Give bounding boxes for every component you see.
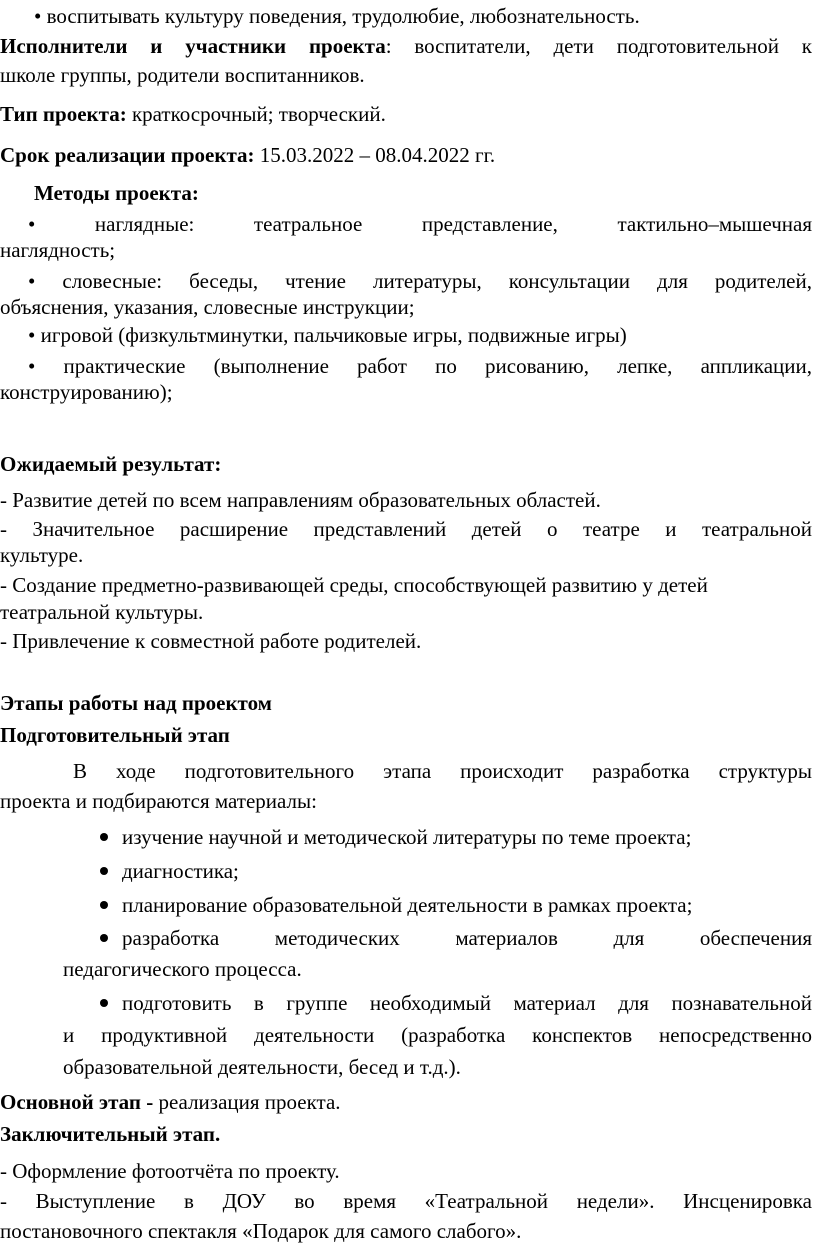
intro-bullet: • воспитывать культуру поведения, трудолюбие, любознательность. xyxy=(34,4,640,28)
result-heading: Ожидаемый результат: xyxy=(0,452,222,476)
method-item-1: • наглядные: театральное представление, тактильно–мышечная xyxy=(28,212,812,236)
prep-item-2: диагностика; xyxy=(100,858,239,884)
result-line-3: культуре. xyxy=(0,543,84,567)
project-term-label: Срок реализации проекта: xyxy=(0,143,255,167)
prep-intro-line-1: В ходе подготовительного этапа происходит разработка структуры xyxy=(73,759,812,783)
method-item-4-cont: конструированию); xyxy=(0,380,173,404)
participants-text: : воспитатели, дети подготовительной к xyxy=(385,34,812,58)
bullet-icon xyxy=(100,901,108,909)
stages-heading: Этапы работы над проектом xyxy=(0,691,272,715)
main-stage xyxy=(0,1089,341,1115)
project-type xyxy=(0,101,386,127)
final-line-1: - Оформление фотоотчёта по проекту. xyxy=(0,1159,340,1183)
prep-stage-heading: Подготовительный этап xyxy=(0,723,230,747)
prep-item-5-cont-2: образовательной деятельности, бесед и т.д.). xyxy=(63,1055,461,1079)
result-line-2: - Значительное расширение представлений детей о театре и театральной xyxy=(0,517,812,541)
prep-item-5: подготовить в группе необходимый материал для познавательной xyxy=(100,990,812,1016)
participants-label: Исполнители и участники проекта xyxy=(0,34,386,58)
bullet-icon xyxy=(100,934,108,942)
main-stage-label: Основной этап - xyxy=(0,1090,154,1114)
prep-item-5-cont-1: и продуктивной деятельности (разработка конспектов непосредственно xyxy=(63,1023,812,1047)
participants-text-2: школе группы, родители воспитанников. xyxy=(0,63,365,87)
prep-item-1: изучение научной и методической литературы по теме проекта; xyxy=(100,824,691,850)
prep-item-3: планирование образовательной деятельности в рамках проекта; xyxy=(100,892,692,918)
final-line-2: - Выступление в ДОУ во время «Театральной недели». Инсценировка xyxy=(0,1189,812,1213)
project-type-label: Тип проекта: xyxy=(0,102,127,126)
result-line-4: - Создание предметно-развивающей среды, способствующей развитию у детей xyxy=(0,573,708,597)
bullet-icon xyxy=(100,867,108,875)
method-item-4: • практические (выполнение работ по рисованию, лепке, аппликации, xyxy=(28,354,812,378)
method-item-2-cont: объяснения, указания, словесные инструкции; xyxy=(0,295,415,319)
result-line-6: - Привлечение к совместной работе родителей. xyxy=(0,629,422,653)
prep-intro-line-2: проекта и подбираются материалы: xyxy=(0,789,317,813)
method-item-2: • словесные: беседы, чтение литературы, консультации для родителей, xyxy=(28,269,812,293)
prep-item-4: разработка методических материалов для обеспечения xyxy=(100,925,812,951)
bullet-icon xyxy=(100,999,108,1007)
final-stage-heading: Заключительный этап. xyxy=(0,1122,221,1146)
project-type-value: краткосрочный; творческий. xyxy=(126,102,386,126)
project-term xyxy=(0,142,495,168)
result-line-1: - Развитие детей по всем направлениям образовательных областей. xyxy=(0,488,601,512)
method-item-3: • игровой (физкультминутки, пальчиковые игры, подвижные игры) xyxy=(28,323,627,347)
methods-heading: Методы проекта: xyxy=(34,181,199,205)
method-item-1-cont: наглядность; xyxy=(0,238,116,262)
participants-line xyxy=(0,33,812,59)
bullet-icon xyxy=(100,833,108,841)
project-term-value: 15.03.2022 – 08.04.2022 гг. xyxy=(254,143,496,167)
result-line-5: театральной культуры. xyxy=(0,600,204,624)
prep-item-4-cont: педагогического процесса. xyxy=(63,957,302,981)
final-line-3: постановочного спектакля «Подарок для самого слабого». xyxy=(0,1219,522,1243)
main-stage-text: реализация проекта. xyxy=(153,1090,341,1114)
